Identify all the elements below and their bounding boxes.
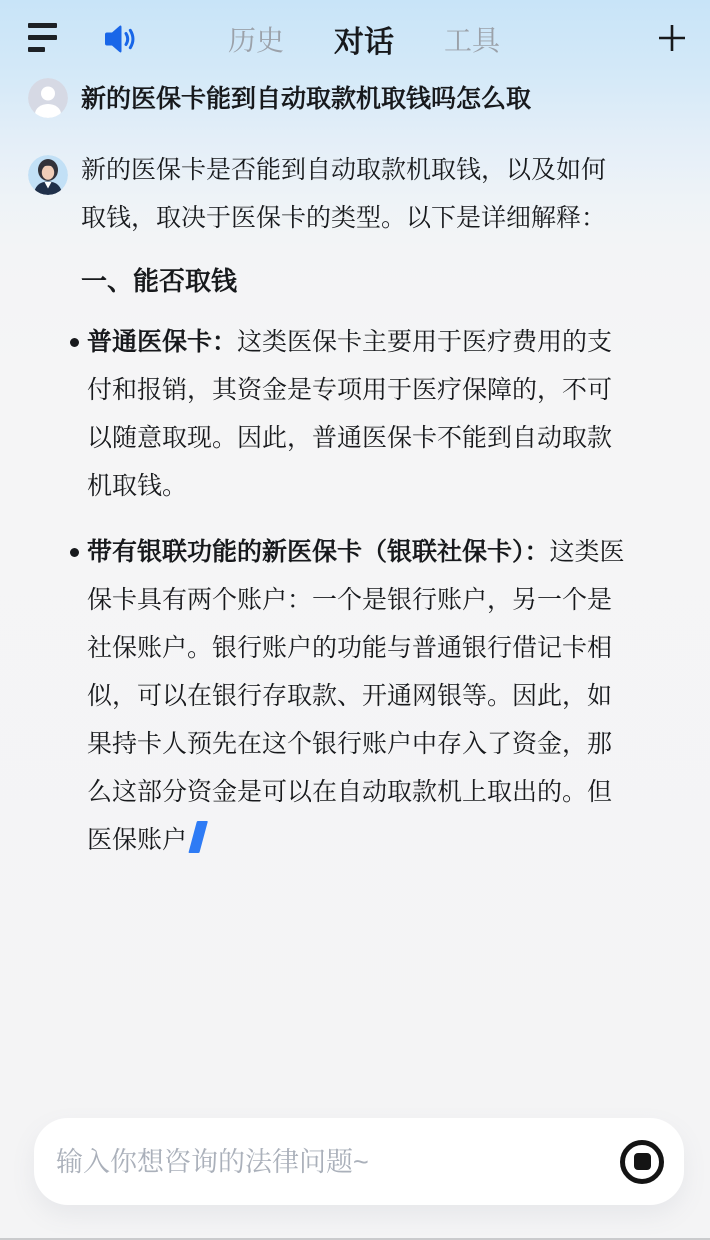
assistant-avatar xyxy=(28,155,68,195)
user-message-row xyxy=(28,78,688,118)
user-avatar xyxy=(28,78,68,118)
tab-tools[interactable]: 工具 xyxy=(444,25,501,56)
speaker-button[interactable] xyxy=(101,21,137,57)
assistant-message-row xyxy=(28,155,688,864)
list-item xyxy=(87,318,626,510)
tab-bar xyxy=(228,0,500,78)
bullet-lead: 普通医保卡： xyxy=(87,328,238,356)
list-item xyxy=(87,528,626,864)
bullet-text: 这类医保卡主要用于医疗费用的支付和报销，其资金是专项用于医疗保障的，不可以随意取现。因此，普通医保卡不能到自动取款机取钱。 xyxy=(87,328,613,500)
question-input[interactable] xyxy=(54,1118,578,1207)
user-message-text: 新的医保卡能到自动取款机取钱吗怎么取 xyxy=(81,85,532,113)
composer-bar xyxy=(34,1118,684,1205)
stop-icon xyxy=(634,1153,651,1170)
speaker-icon xyxy=(101,44,137,61)
stop-generating-button[interactable] xyxy=(620,1140,664,1184)
top-bar xyxy=(0,0,710,78)
section-heading: 一、能否取钱 xyxy=(81,266,238,296)
bullet-list xyxy=(81,318,626,864)
plus-icon xyxy=(656,41,688,58)
assistant-intro-text: 新的医保卡是否能到自动取款机取钱，以及如何取钱，取决于医保卡的类型。以下是详细解释： xyxy=(81,156,607,232)
tab-history[interactable]: 历史 xyxy=(227,25,284,56)
tab-dialogue[interactable]: 对话 xyxy=(334,26,394,59)
assistant-message-content xyxy=(81,146,626,864)
menu-button[interactable] xyxy=(28,22,58,54)
streaming-cursor-icon xyxy=(188,821,208,853)
message-list xyxy=(28,78,688,864)
bullet-lead: 带有银联功能的新医保卡（银联社保卡）： xyxy=(87,538,550,566)
bullet-text: 这类医保卡具有两个账户：一个是银行账户，另一个是社保账户。银行账户的功能与普通银行借记卡相似，可以在银行存取款、开通网银等。因此，如果持卡人预先在这个银行账户中存入了资金，那么这部分资金是可以在自动取款机上取出的。但医保账户 xyxy=(87,538,625,854)
new-chat-button[interactable] xyxy=(656,22,688,54)
